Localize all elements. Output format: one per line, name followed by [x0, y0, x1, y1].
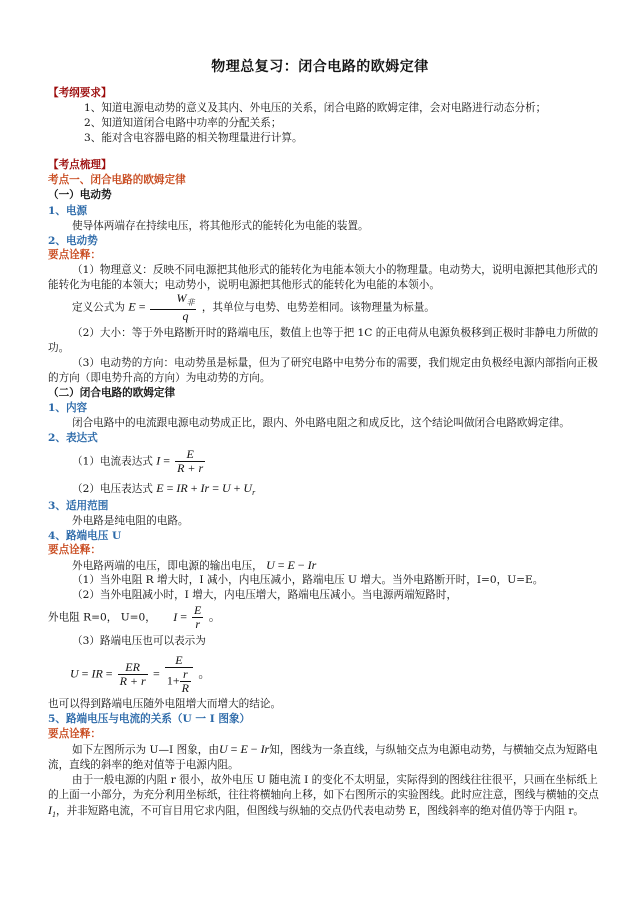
section-content-text: 闭合电路中的电流跟电源电动势成正比，跟内、外电路电阻之和成反比，这个结论叫做闭合电路欧姆定律。	[72, 417, 570, 429]
ui-graph-paragraph-2: 由于一般电源的内阻 r 很小，故外电压 U 随电流 I 的变化不太明显，实际得到的图线往往很平，只画在坐标纸上的上面一小部分，为充分利用坐标纸，往往将横轴向上移，如下右图所示的实验图线。此时应注意，图线与横轴的交点$I_1$，并非短路电流，不可盲目用它求内阻，但图线与纵轴的交点仍代表电动势 E，图线斜率的绝对值仍等于内阻 r。	[48, 774, 599, 819]
short-circuit-formula: 外电阻 R=0， U=0， I = $\frac{E}{r}$ 。	[48, 603, 221, 631]
ui-graph-paragraph-1: 如下左图所示为 U—I 图象，由U = E − Ir知，图线为一条直线，与纵轴交点为电源电动势，与横轴交点为短路电流，直线的斜率的绝对值等于电源内阻。	[48, 742, 598, 771]
terminal-voltage-conclusion: 也可以得到路端电压随外电阻增大而增大的结论。	[48, 698, 282, 710]
section-emf-title: 2、电动势	[48, 235, 98, 247]
terminal-voltage-case-3: （3）路端电压也可以表示为	[72, 635, 206, 647]
emf-direction-paragraph: （3）电动势的方向：电动势虽是标量，但为了研究电路中电势分布的需要，我们规定由负极经电源内部指向正极的方向（即电势升高的方向）为电动势的方向。	[48, 357, 598, 384]
key-points-label: 要点诠释：	[48, 544, 101, 556]
syllabus-item: 2、知道知道闭合电路中功率的分配关系；	[84, 117, 282, 129]
terminal-voltage-definition: 外电路两端的电压，即电源的输出电压， U = E − Ir	[72, 558, 317, 572]
emf-definition-formula: 定义公式为 E = $\frac{W_非}{q}$ ，其单位与电势、电势差相同。该物理量为标量。	[72, 291, 435, 323]
emf-meaning-paragraph: （1）物理意义：反映不同电源把其他形式的能转化为电能本领大小的物理量。电动势大，说明电源把其他形式的能转化为电能的本领大；电动势小，说明电源把其他形式的能转化为电能的本领小。	[48, 264, 598, 291]
emf-magnitude-paragraph: （2）大小：等于外电路断开时的路端电压，数值上也等于把 1C 的正电荷从电源负极移到正极时非静电力所做的功。	[48, 327, 599, 354]
kaodian-heading: 考点一、闭合电路的欧姆定律	[48, 174, 186, 186]
terminal-voltage-case-2: （2）当外电阻减小时，I 增大，内电压增大，路端电压减小。当电源两端短路时，	[72, 589, 458, 601]
part-one-heading: （一）电动势	[48, 189, 112, 201]
section-source-text: 使导体两端存在持续电压，将其他形式的能转化为电能的装置。	[72, 220, 369, 232]
review-heading: 【考点梳理】	[48, 159, 112, 171]
terminal-voltage-formula: U = IR = $\frac{ER}{R + r}$ = E 1+ $\frac{r}{R}$ 。	[70, 653, 211, 695]
section-content-title: 1、内容	[48, 402, 88, 414]
section-scope-title: 3、适用范围	[48, 500, 109, 512]
syllabus-heading: 【考纲要求】	[48, 87, 112, 99]
key-points-label: 要点诠释：	[48, 249, 101, 261]
part-two-heading: （二）闭合电路的欧姆定律	[48, 387, 176, 399]
key-points-label: 要点诠释：	[48, 728, 101, 740]
voltage-expression: （2）电压表达式 E = IR + $Ir = U + U_r$	[72, 481, 256, 497]
section-ui-graph-title: 5、路端电压与电流的关系（U 一 I 图象）	[48, 713, 251, 725]
syllabus-item: 1、知道电源电动势的意义及其内、外电压的关系，闭合电路的欧姆定律，会对电路进行动态分析；	[84, 102, 547, 114]
current-expression: （1）电流表达式 I = $\frac{E}{R + r}$	[72, 447, 204, 475]
page-title: 物理总复习：闭合电路的欧姆定律	[211, 59, 429, 75]
section-scope-text: 外电路是纯电阻的电路。	[72, 515, 189, 527]
section-expression-title: 2、表达式	[48, 432, 98, 444]
syllabus-list	[48, 101, 614, 146]
syllabus-item: 3、能对含电容器电路的相关物理量进行计算。	[84, 132, 303, 144]
section-terminal-voltage-title: 4、路端电压 U	[48, 530, 122, 542]
section-source-title: 1、电源	[48, 205, 88, 217]
terminal-voltage-case-1: （1）当外电阻 R 增大时，I 减小，内电压减小，路端电压 U 增大。当外电路断开时，I=0，U=E。	[72, 574, 544, 586]
